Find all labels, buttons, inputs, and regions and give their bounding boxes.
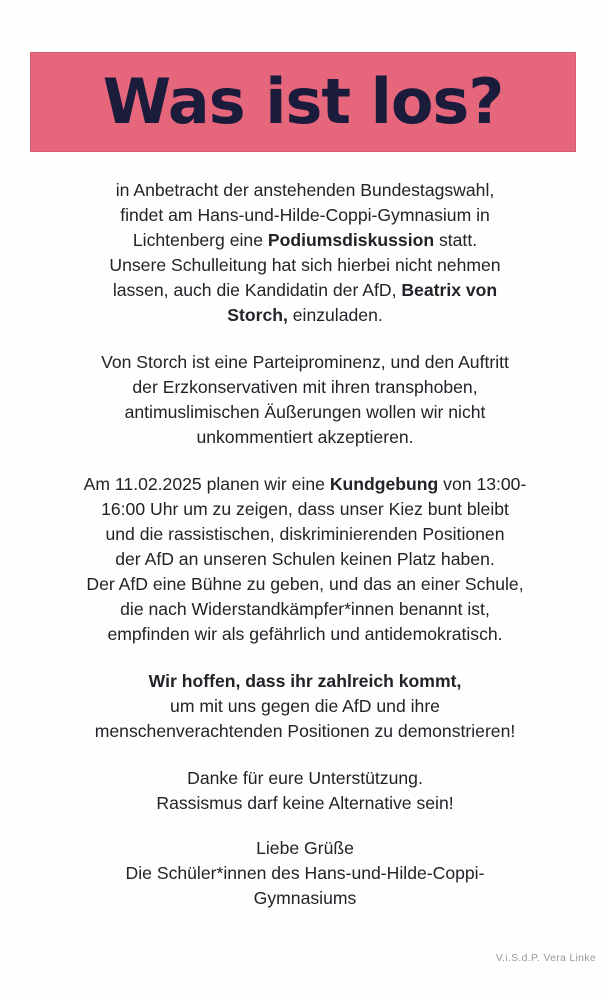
highlight-candidate-name: Beatrix von	[401, 280, 498, 300]
text-line: die nach Widerstandkämpfer*innen benannt ist,	[120, 599, 490, 619]
text-line	[10, 303, 600, 328]
text-line: Die Schüler*innen des Hans-und-Hilde-Coppi-	[125, 863, 485, 883]
paragraph-criticism	[10, 350, 600, 450]
text-line: Von Storch ist eine Parteiprominenz, und den Auftritt	[101, 352, 509, 372]
text-line: Unsere Schulleitung hat sich hierbei nicht nehmen	[109, 255, 501, 275]
text-fragment: von 13:00-	[438, 474, 527, 494]
text-line: in Anbetracht der anstehenden Bundestagswahl,	[115, 180, 495, 200]
text-line	[10, 472, 600, 497]
text-line: menschenverachtenden Positionen zu demonstrieren!	[94, 721, 516, 741]
paragraph-thanks	[10, 766, 600, 816]
text-line: 16:00 Uhr um zu zeigen, dass unser Kiez bunt bleibt	[101, 499, 509, 519]
text-line	[10, 278, 600, 303]
paragraph-intro	[10, 178, 600, 328]
call-to-action-heading: Wir hoffen, dass ihr zahlreich kommt,	[148, 671, 462, 691]
text-fragment: einzuladen.	[287, 305, 383, 325]
text-line: findet am Hans-und-Hilde-Coppi-Gymnasium in	[120, 205, 490, 225]
text-fragment: Lichtenberg eine	[132, 230, 268, 250]
text-line: der Erzkonservativen mit ihren transphoben,	[132, 377, 478, 397]
text-line: der AfD an unseren Schulen keinen Platz haben.	[115, 549, 495, 569]
highlight-kundgebung: Kundgebung	[329, 474, 439, 494]
paragraph-rally	[10, 472, 600, 647]
highlight-podiumsdiskussion: Podiumsdiskussion	[267, 230, 435, 250]
highlight-candidate-surname: Storch,	[227, 305, 288, 325]
text-line: Der AfD eine Bühne zu geben, und das an einer Schule,	[86, 574, 524, 594]
headline: Was ist los?	[102, 65, 504, 138]
text-fragment: lassen, auch die Kandidatin der AfD,	[112, 280, 402, 300]
text-line: und die rassistischen, diskriminierenden Positionen	[105, 524, 505, 544]
paragraph-signoff	[10, 836, 600, 911]
flyer-body	[10, 178, 600, 911]
headline-banner	[30, 52, 576, 152]
text-line: Gymnasiums	[253, 888, 357, 908]
text-line: unkommentiert akzeptieren.	[196, 427, 414, 447]
text-fragment: Am 11.02.2025 planen wir eine	[83, 474, 330, 494]
text-line: empfinden wir als gefährlich und antidemokratisch.	[107, 624, 503, 644]
text-line: antimuslimischen Äußerungen wollen wir nicht	[124, 402, 486, 422]
text-line: Danke für eure Unterstützung.	[187, 768, 423, 788]
text-line: Rassismus darf keine Alternative sein!	[156, 793, 454, 813]
text-line	[10, 228, 600, 253]
paragraph-call-to-action	[10, 669, 600, 744]
text-line: Liebe Grüße	[256, 838, 354, 858]
text-fragment: statt.	[434, 230, 478, 250]
text-line: um mit uns gegen die AfD und ihre	[170, 696, 440, 716]
imprint-note: V.i.S.d.P. Vera Linke	[495, 952, 596, 964]
